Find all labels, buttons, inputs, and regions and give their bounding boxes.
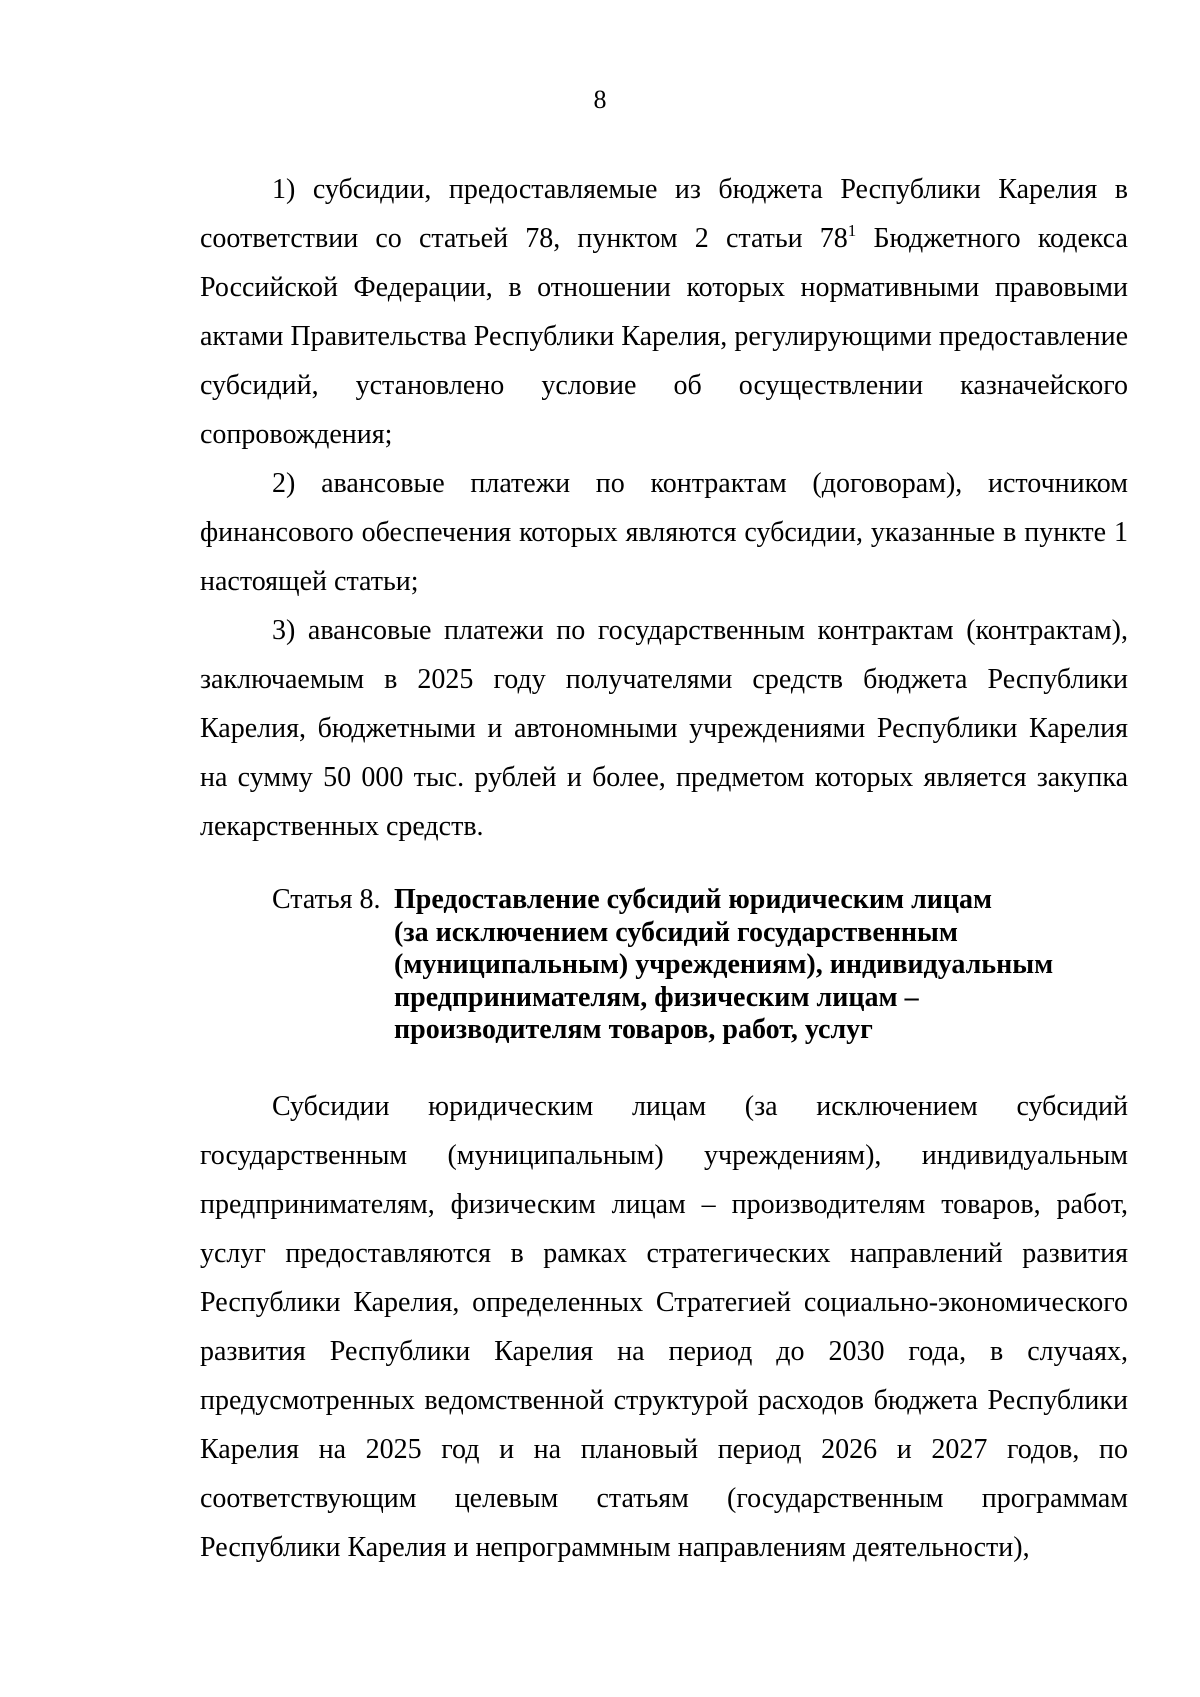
list-item-2: 2) авансовые платежи по контрактам (договорам), источником финансового обеспечения которых являются субсидии, указанные в пункте 1 настоящей статьи; xyxy=(200,468,1128,597)
article-title-line-2: (за исключением субсидий государственным xyxy=(394,916,958,948)
article-heading-first-line xyxy=(272,884,1132,917)
article-heading xyxy=(272,884,1132,1047)
list-item-3: 3) авансовые платежи по государственным контрактам (контрактам), заключаемым в 2025 году получателями средств бюджета Республики Карелия, бюджетными и автономными учреждениями Республики Карелия на сумму 50 000 тыс. рублей и более, предметом которых является закупка лекарственных средств. xyxy=(200,615,1128,842)
article-body-paragraph: Субсидии юридическим лицам (за исключением субсидий государственным (муниципальным) учреждениям), индивидуальным предпринимателям, физическим лицам – производителям товаров, работ, услуг предоставляются в рамках стратегических направлений развития Республики Карелия, определенных Стратегией социально-экономического развития Республики Карелия на период до 2030 года, в случаях, предусмотренных ведомственной структурой расходов бюджета Республики Карелия на 2025 год и на плановый период 2026 и 2027 годов, по соответствующим целевым статьям (государственным программам Республики Карелия и непрограммным направлениям деятельности), xyxy=(200,1091,1128,1563)
list-item-1-superscript: 1 xyxy=(847,221,857,240)
article-title-line-3: (муниципальным) учреждениям), индивидуальным xyxy=(394,949,1054,980)
article-label: Статья 8. xyxy=(272,884,381,915)
article-title-line-1: Предоставление субсидий юридическим лицам xyxy=(394,884,993,915)
article-body xyxy=(200,1082,1128,1572)
article-title-line-4: предпринимателям, физическим лицам – xyxy=(394,981,919,1013)
list-item-1 xyxy=(200,165,1128,459)
list-item-1-text: 1) субсидии, предоставляемые из бюджета Республики Карелия в соответствии со статьей 78, пунктом 2 статьи 78 xyxy=(200,174,1128,254)
list-items xyxy=(200,165,1128,851)
page-number: 8 xyxy=(593,85,607,114)
list-item-1-text-continued: Бюджетного кодекса Российской Федерации, в отношении которых нормативными правовыми актами Правительства Республики Карелия, регулирующими предоставление субсидий, установлено условие об осуществлении казначейского сопровождения; xyxy=(200,223,1128,450)
article-title-line-5: производителям товаров, работ, услуг xyxy=(394,1014,873,1045)
